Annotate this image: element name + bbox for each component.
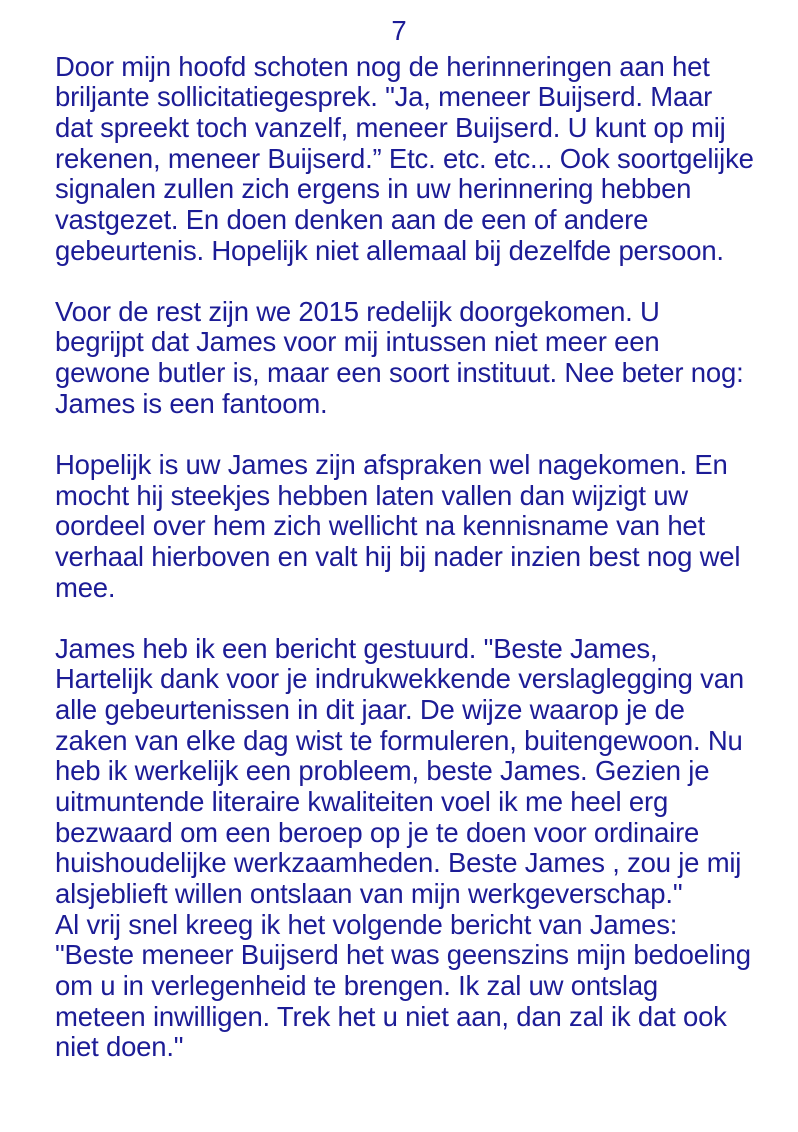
text-line: bezwaard om een beroep op je te doen voor ordinaire [55,816,700,848]
text-line: Hopelijk is uw James zijn afspraken wel nagekomen. En [55,448,728,480]
text-line: huishoudelijke werkzaamheden. Beste James , zou je mij [55,847,742,879]
text-line: oordeel over hem zich wellicht na kennisname van het [55,510,705,542]
document-body [55,52,775,1063]
text-line: mee. [55,571,116,603]
text-line: "Beste meneer Buijserd het was geenszins mijn bedoeling [55,939,751,971]
text-line: signalen zullen zich ergens in uw herinnering hebben [55,173,692,205]
text-line: zaken van elke dag wist te formuleren, buitengewoon. Nu [55,724,743,756]
text-line: vastgezet. En doen denken aan de een of andere [55,203,649,235]
text-line: Door mijn hoofd schoten nog de herinneringen aan het [55,50,710,82]
text-line: verhaal hierboven en valt hij bij nader inzien best nog wel [55,540,741,572]
page-number: 7 [391,15,407,46]
text-line: uitmuntende literaire kwaliteiten voel ik me heel erg [55,786,669,818]
text-line: Voor de rest zijn we 2015 redelijk doorgekomen. U [55,295,660,327]
paragraph [55,297,775,420]
text-line: dat spreekt toch vanzelf, meneer Buijserd. U kunt op mij [55,111,726,143]
text-line: niet doen." [55,1031,184,1063]
paragraph [55,52,775,266]
paragraph [55,450,775,603]
text-line: meteen inwilligen. Trek het u niet aan, dan zal ik dat ook [55,1000,727,1032]
text-line: briljante sollicitatiegesprek. "Ja, meneer Buijserd. Maar [55,81,713,113]
text-line: gebeurtenis. Hopelijk niet allemaal bij dezelfde persoon. [55,234,724,266]
text-line: alle gebeurtenissen in dit jaar. De wijze waarop je de [55,694,685,726]
paragraph [55,634,775,1063]
text-line: James is een fantoom. [55,387,328,419]
text-line: James heb ik een bericht gestuurd. "Beste James, [55,632,658,664]
text-line: rekenen, meneer Buijserd.” Etc. etc. etc... Ook soortgelijke [55,142,754,174]
text-line: Al vrij snel kreeg ik het volgende bericht van James: [55,908,678,940]
text-line: heb ik werkelijk een probleem, beste James. Gezien je [55,755,710,787]
text-line: alsjeblieft willen ontslaan van mijn werkgeverschap." [55,877,683,909]
text-line: begrijpt dat James voor mij intussen niet meer een [55,326,660,358]
text-line: om u in verlegenheid te brengen. Ik zal uw ontslag [55,969,659,1001]
text-line: gewone butler is, maar een soort instituut. Nee beter nog: [55,357,744,389]
text-line: mocht hij steekjes hebben laten vallen dan wijzigt uw [55,479,688,511]
text-line: Hartelijk dank voor je indrukwekkende verslaglegging van [55,663,744,695]
